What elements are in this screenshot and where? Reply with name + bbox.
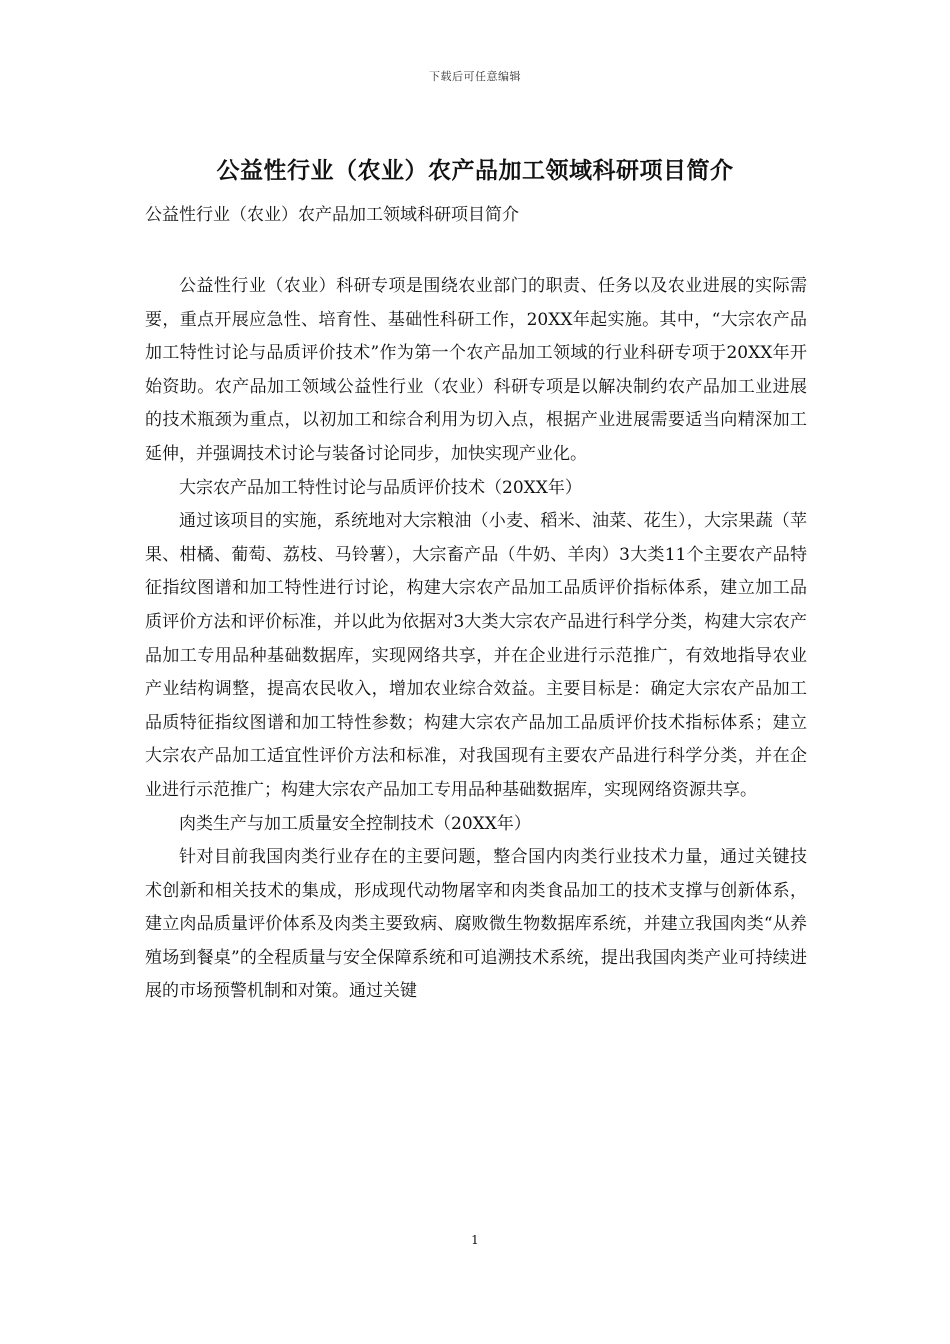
paragraph-meat-safety: 针对目前我国肉类行业存在的主要问题，整合国内肉类行业技术力量，通过关键技术创新和相关技术的集成，形成现代动物屠宰和肉类食品加工的技术支撑与创新体系，建立肉品质量评价体系及肉类主要致病、腐败微生物数据库系统，并建立我国肉类“从养殖场到餐桌”的全程质量与安全保障系统和可追溯技术系统，提出我国肉类产业可持续进展的市场预警机制和对策。通过关键 — [145, 847, 807, 1002]
document-body — [145, 270, 807, 1009]
section-heading-meat-safety: 肉类生产与加工质量安全控制技术（20XX年） — [179, 813, 531, 834]
section-heading-processing-quality: 大宗农产品加工特性讨论与品质评价技术（20XX年） — [179, 477, 582, 498]
paragraph-intro: 公益性行业（农业）科研专项是围绕农业部门的职责、任务以及农业进展的实际需要，重点开展应急性、培育性、基础性科研工作，20XX年起实施。其中，“大宗农产品加工特性讨论与品质评价技术”作为第一个农产品加工领域的行业科研专项于20XX年开始资助。农产品加工领域公益性行业（农业）科研专项是以解决制约农产品加工业进展的技术瓶颈为重点，以初加工和综合利用为切入点，根据产业进展需要适当向精深加工延伸，并强调技术讨论与装备讨论同步，加快实现产业化。 — [145, 276, 807, 464]
document-subtitle: 公益性行业（农业）农产品加工领域科研项目简介 — [145, 205, 519, 225]
page-number: 1 — [471, 1233, 479, 1247]
paragraph-processing-quality: 通过该项目的实施，系统地对大宗粮油（小麦、稻米、油菜、花生），大宗果蔬（苹果、柑橘、葡萄、荔枝、马铃薯），大宗畜产品（牛奶、羊肉）3大类11个主要农产品特征指纹图谱和加工特性进行讨论，构建大宗农产品加工品质评价指标体系，建立加工品质评价方法和评价标准，并以此为依据对3大类大宗农产品进行科学分类，构建大宗农产品加工专用品种基础数据库，实现网络共享，并在企业进行示范推广，有效地指导农业产业结构调整，提高农民收入，增加农业综合效益。主要目标是：确定大宗农产品加工品质特征指纹图谱和加工特性参数；构建大宗农产品加工品质评价技术指标体系；建立大宗农产品加工适宜性评价方法和标准，对我国现有主要农产品进行科学分类，并在企业进行示范推广；构建大宗农产品加工专用品种基础数据库，实现网络资源共享。 — [145, 511, 807, 800]
header-note: 下载后可任意编辑 — [429, 70, 521, 83]
document-title: 公益性行业（农业）农产品加工领域科研项目简介 — [216, 157, 734, 184]
